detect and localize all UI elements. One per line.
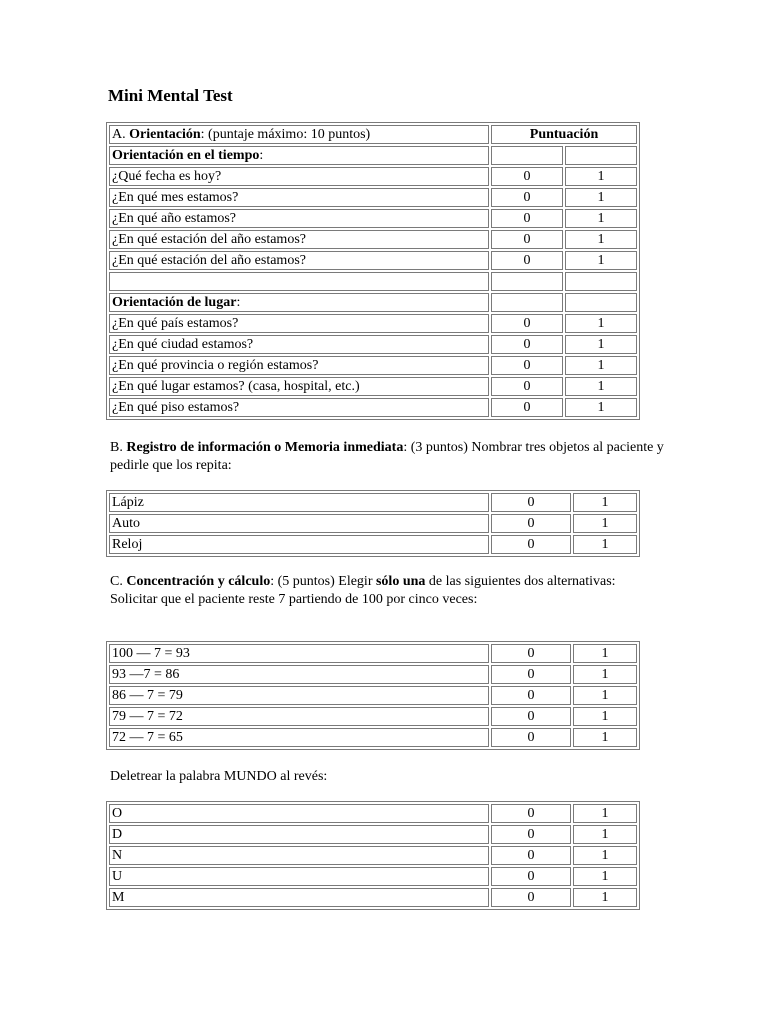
empty-cell: [565, 146, 637, 165]
score-one: 1: [565, 335, 637, 354]
empty-cell: [565, 293, 637, 312]
item-label: N: [109, 846, 489, 865]
score-one: 1: [565, 230, 637, 249]
item-label: U: [109, 867, 489, 886]
table-row: [109, 230, 637, 249]
subheading-time: Orientación en el tiempo:: [109, 146, 489, 165]
item-label: ¿En qué país estamos?: [109, 314, 489, 333]
table-row: [109, 825, 637, 844]
table-row: [109, 846, 637, 865]
section-c-emph: sólo una: [375, 574, 426, 589]
score-one: 1: [573, 665, 637, 684]
score-zero: 0: [491, 644, 571, 663]
score-zero: 0: [491, 377, 563, 396]
score-one: 1: [573, 888, 637, 907]
score-one: 1: [573, 493, 637, 512]
score-one: 1: [565, 251, 637, 270]
spell-text: Deletrear la palabra MUNDO al revés:: [110, 769, 328, 784]
item-label: ¿En qué provincia o región estamos?: [109, 356, 489, 375]
section-c-name: Concentración y cálculo: [126, 574, 271, 589]
score-one: 1: [565, 167, 637, 186]
score-zero: 0: [491, 707, 571, 726]
score-one: 1: [565, 398, 637, 417]
item-label: ¿En qué mes estamos?: [109, 188, 489, 207]
table-row: [109, 335, 637, 354]
score-zero: 0: [491, 867, 571, 886]
table-row: [109, 188, 637, 207]
table-row: [109, 356, 637, 375]
table-row: [109, 293, 637, 312]
section-a-desc: : (puntaje máximo: 10 puntos): [200, 127, 371, 142]
section-c-desc1: : (5 puntos) Elegir: [270, 574, 376, 589]
score-zero: 0: [491, 356, 563, 375]
item-label: ¿En qué lugar estamos? (casa, hospital, etc.): [109, 377, 489, 396]
item-label: ¿En qué estación del año estamos?: [109, 230, 489, 249]
score-one: 1: [573, 846, 637, 865]
empty-cell: [565, 272, 637, 291]
item-label: Lápiz: [109, 493, 489, 512]
score-one: 1: [573, 686, 637, 705]
score-header: Puntuación: [491, 125, 637, 144]
score-zero: 0: [491, 888, 571, 907]
item-label: 100 — 7 = 93: [109, 644, 489, 663]
item-label: 86 — 7 = 79: [109, 686, 489, 705]
table-row: [109, 804, 637, 823]
score-one: 1: [565, 377, 637, 396]
table-row: [109, 493, 637, 512]
item-label: Auto: [109, 514, 489, 533]
subheading-place: Orientación de lugar:: [109, 293, 489, 312]
table-row: [109, 535, 637, 554]
score-zero: 0: [491, 335, 563, 354]
table-row: [109, 728, 637, 747]
table-row: [109, 686, 637, 705]
table-row: [109, 514, 637, 533]
time-heading: Orientación en el tiempo: [112, 148, 260, 163]
item-label: M: [109, 888, 489, 907]
score-one: 1: [573, 707, 637, 726]
table-header-row: [109, 125, 637, 144]
spell-table: [106, 801, 640, 910]
section-a-heading: [109, 125, 489, 144]
item-label: 72 — 7 = 65: [109, 728, 489, 747]
table-row: [109, 707, 637, 726]
score-one: 1: [573, 728, 637, 747]
table-row: [109, 867, 637, 886]
table-row-blank: [109, 272, 637, 291]
score-zero: 0: [491, 209, 563, 228]
score-zero: 0: [491, 728, 571, 747]
section-c-desc2: de las siguientes dos alternativas:: [425, 574, 616, 589]
score-zero: 0: [491, 314, 563, 333]
score-zero: 0: [491, 230, 563, 249]
item-label: O: [109, 804, 489, 823]
table-row: [109, 146, 637, 165]
score-zero: 0: [491, 665, 571, 684]
item-label: 93 —7 = 86: [109, 665, 489, 684]
time-items: [109, 167, 637, 270]
memory-table: [106, 490, 640, 557]
score-zero: 0: [491, 188, 563, 207]
score-one: 1: [573, 804, 637, 823]
item-label: ¿En qué estación del año estamos?: [109, 251, 489, 270]
item-label: D: [109, 825, 489, 844]
score-zero: 0: [491, 825, 571, 844]
score-zero: 0: [491, 514, 571, 533]
spell-items: [109, 804, 637, 907]
table-row: [109, 167, 637, 186]
table-row: [109, 398, 637, 417]
score-one: 1: [565, 209, 637, 228]
score-zero: 0: [491, 535, 571, 554]
score-zero: 0: [491, 398, 563, 417]
place-items: [109, 314, 637, 417]
score-one: 1: [565, 188, 637, 207]
item-label: ¿Qué fecha es hoy?: [109, 167, 489, 186]
section-b-desc: : (3 puntos) Nombrar tres objetos al paciente y pedirle que los repita:: [110, 440, 664, 473]
score-zero: 0: [491, 251, 563, 270]
item-label: ¿En qué ciudad estamos?: [109, 335, 489, 354]
empty-cell: [109, 272, 489, 291]
section-a-name: Orientación: [129, 127, 201, 142]
score-one: 1: [573, 867, 637, 886]
section-b-text: [110, 439, 670, 475]
empty-cell: [491, 272, 563, 291]
score-zero: 0: [491, 167, 563, 186]
section-c-text: [110, 573, 670, 609]
table-row: [109, 644, 637, 663]
score-one: 1: [573, 825, 637, 844]
calculation-table: [106, 641, 640, 750]
table-row: [109, 314, 637, 333]
orientation-table: [106, 122, 640, 420]
section-a-letter: A.: [112, 127, 130, 142]
table-row: [109, 377, 637, 396]
table-row: [109, 665, 637, 684]
score-one: 1: [565, 356, 637, 375]
score-one: 1: [573, 644, 637, 663]
section-b-letter: B.: [110, 440, 127, 455]
item-label: ¿En qué año estamos?: [109, 209, 489, 228]
score-zero: 0: [491, 846, 571, 865]
score-one: 1: [565, 314, 637, 333]
score-one: 1: [573, 514, 637, 533]
section-c-line2: Solicitar que el paciente reste 7 partiendo de 100 por cinco veces:: [110, 592, 478, 607]
calculation-items: [109, 644, 637, 747]
table-row: [109, 888, 637, 907]
score-zero: 0: [491, 493, 571, 512]
section-c-letter: C.: [110, 574, 127, 589]
item-label: ¿En qué piso estamos?: [109, 398, 489, 417]
table-row: [109, 209, 637, 228]
table-row: [109, 251, 637, 270]
item-label: Reloj: [109, 535, 489, 554]
score-one: 1: [573, 535, 637, 554]
memory-items: [109, 493, 637, 554]
place-heading: Orientación de lugar: [112, 295, 237, 310]
score-zero: 0: [491, 686, 571, 705]
empty-cell: [491, 293, 563, 312]
score-zero: 0: [491, 804, 571, 823]
item-label: 79 — 7 = 72: [109, 707, 489, 726]
section-b-name: Registro de información o Memoria inmediata: [126, 440, 404, 455]
page-title: Mini Mental Test: [108, 86, 233, 105]
empty-cell: [491, 146, 563, 165]
